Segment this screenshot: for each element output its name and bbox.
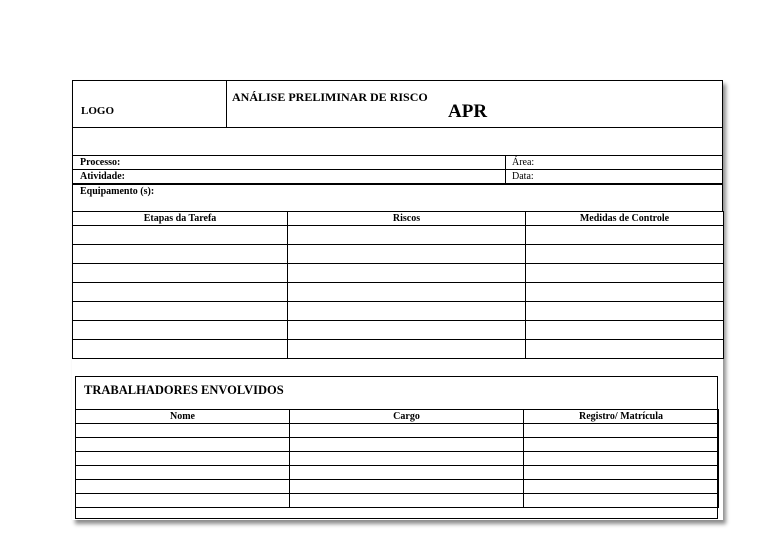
table-row <box>73 283 724 302</box>
table-header-row <box>76 410 719 424</box>
table-cell[interactable] <box>524 480 719 494</box>
table-row <box>73 321 724 340</box>
table-cell[interactable] <box>524 466 719 480</box>
apr-form <box>72 80 723 520</box>
table-row <box>73 340 724 359</box>
logo-cell <box>72 80 227 128</box>
divider <box>505 170 506 183</box>
table-row <box>76 480 719 494</box>
table-cell[interactable] <box>73 321 288 340</box>
table-row <box>76 424 719 438</box>
task-risk-table <box>72 211 724 359</box>
table-cell[interactable] <box>73 283 288 302</box>
table-cell[interactable] <box>524 452 719 466</box>
table-cell[interactable] <box>290 480 524 494</box>
table-cell[interactable] <box>73 245 288 264</box>
table-row <box>73 245 724 264</box>
column-header-etapas: Etapas da Tarefa <box>73 212 288 226</box>
table-cell[interactable] <box>524 424 719 438</box>
processo-label: Processo: <box>80 157 121 168</box>
table-cell[interactable] <box>290 452 524 466</box>
table-row <box>76 466 719 480</box>
atividade-row <box>72 169 723 184</box>
table-header-row <box>73 212 724 226</box>
table-cell[interactable] <box>76 424 290 438</box>
blank-header-row <box>72 127 723 156</box>
table-cell[interactable] <box>290 424 524 438</box>
table-cell[interactable] <box>526 245 724 264</box>
table-cell[interactable] <box>288 264 526 283</box>
divider <box>505 156 506 169</box>
title-cell <box>226 80 723 128</box>
table-cell[interactable] <box>76 438 290 452</box>
table-cell[interactable] <box>73 226 288 245</box>
table-cell[interactable] <box>290 494 524 508</box>
logo-placeholder: LOGO <box>81 105 115 117</box>
column-header-registro: Registro/ Matrícula <box>524 410 719 424</box>
table-cell[interactable] <box>288 283 526 302</box>
data-label: Data: <box>512 171 534 182</box>
table-cell[interactable] <box>76 466 290 480</box>
equipamento-label: Equipamento (s): <box>80 186 155 197</box>
table-cell[interactable] <box>526 321 724 340</box>
table-cell[interactable] <box>76 494 290 508</box>
table-row <box>76 452 719 466</box>
table-cell[interactable] <box>76 452 290 466</box>
table-cell[interactable] <box>288 245 526 264</box>
table-cell[interactable] <box>526 340 724 359</box>
workers-table <box>75 409 719 508</box>
table-cell[interactable] <box>288 340 526 359</box>
table-cell[interactable] <box>524 494 719 508</box>
table-cell[interactable] <box>526 302 724 321</box>
processo-row <box>72 155 723 170</box>
table-cell[interactable] <box>73 264 288 283</box>
table-cell[interactable] <box>526 264 724 283</box>
equipamento-row <box>72 184 723 212</box>
table-row <box>73 264 724 283</box>
column-header-nome: Nome <box>76 410 290 424</box>
table-cell[interactable] <box>73 302 288 321</box>
table-cell[interactable] <box>524 438 719 452</box>
column-header-riscos: Riscos <box>288 212 526 226</box>
form-code: APR <box>448 101 488 122</box>
table-cell[interactable] <box>526 283 724 302</box>
table-cell[interactable] <box>288 321 526 340</box>
table-row <box>76 438 719 452</box>
table-row <box>73 226 724 245</box>
atividade-label: Atividade: <box>80 171 125 182</box>
table-cell[interactable] <box>526 226 724 245</box>
form-title: ANÁLISE PRELIMINAR DE RISCO <box>232 90 428 104</box>
table-cell[interactable] <box>288 302 526 321</box>
table-cell[interactable] <box>76 480 290 494</box>
column-header-medidas: Medidas de Controle <box>526 212 724 226</box>
table-cell[interactable] <box>73 340 288 359</box>
table-cell[interactable] <box>290 438 524 452</box>
area-label: Área: <box>512 157 535 168</box>
workers-title: TRABALHADORES ENVOLVIDOS <box>84 383 284 397</box>
table-row <box>76 494 719 508</box>
table-row <box>73 302 724 321</box>
table-cell[interactable] <box>290 466 524 480</box>
column-header-cargo: Cargo <box>290 410 524 424</box>
table-cell[interactable] <box>288 226 526 245</box>
